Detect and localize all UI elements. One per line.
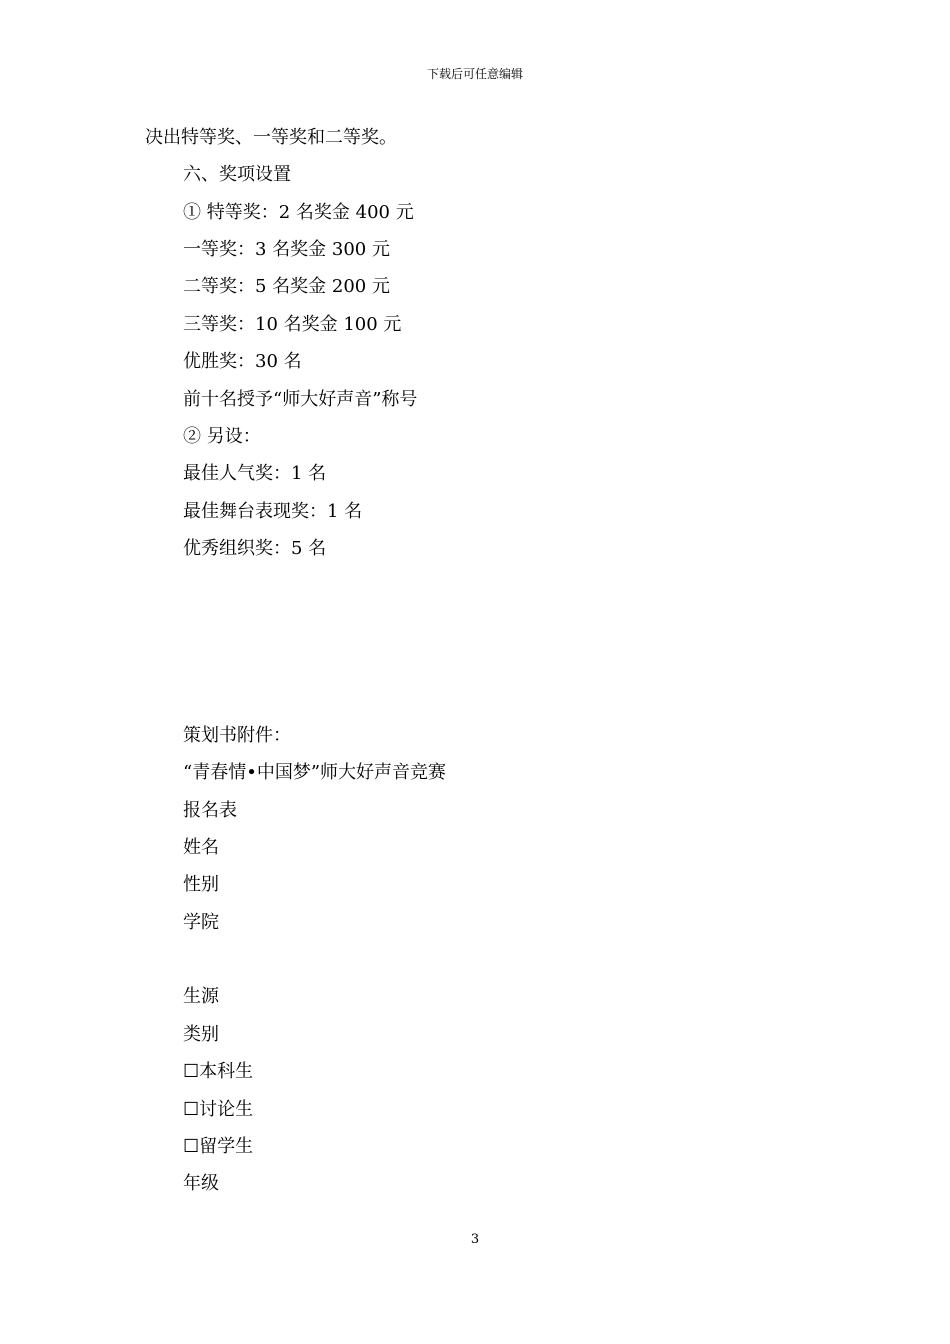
award-line-third: 三等奖：10 名奖金 100 元	[183, 314, 402, 335]
attachment-heading: 策划书附件：	[183, 725, 291, 746]
form-title: 报名表	[183, 800, 237, 821]
checkbox-international: ☐留学生	[183, 1136, 254, 1157]
form-field-gender: 性别	[183, 874, 219, 895]
section-heading: 六、奖项设置	[183, 164, 291, 185]
award-line-first: 一等奖：3 名奖金 300 元	[183, 239, 390, 260]
award-line-stage: 最佳舞台表现奖：1 名	[183, 501, 363, 522]
form-field-grade: 年级	[183, 1173, 219, 1194]
award-line-special: ① 特等奖：2 名奖金 400 元	[183, 202, 414, 223]
form-field-name: 姓名	[183, 837, 219, 858]
page-number: 3	[470, 1232, 480, 1247]
award-line-organization: 优秀组织奖：5 名	[183, 538, 327, 559]
paragraph-line: 决出特等奖、一等奖和二等奖。	[145, 127, 397, 148]
award-line-popularity: 最佳人气奖：1 名	[183, 463, 327, 484]
form-field-category: 类别	[183, 1024, 219, 1045]
extra-awards-heading: ② 另设：	[183, 426, 261, 447]
form-field-origin: 生源	[183, 986, 219, 1007]
attachment-title: “青春情•中国梦”师大好声音竞赛	[183, 762, 447, 783]
award-line-second: 二等奖：5 名奖金 200 元	[183, 276, 390, 297]
page-header: 下载后可任意编辑	[426, 67, 523, 81]
checkbox-undergraduate: ☐本科生	[183, 1061, 254, 1082]
form-field-college: 学院	[183, 912, 219, 933]
award-line-title: 前十名授予“师大好声音”称号	[183, 389, 418, 410]
award-line-merit: 优胜奖：30 名	[183, 351, 302, 372]
checkbox-graduate: ☐讨论生	[183, 1099, 254, 1120]
